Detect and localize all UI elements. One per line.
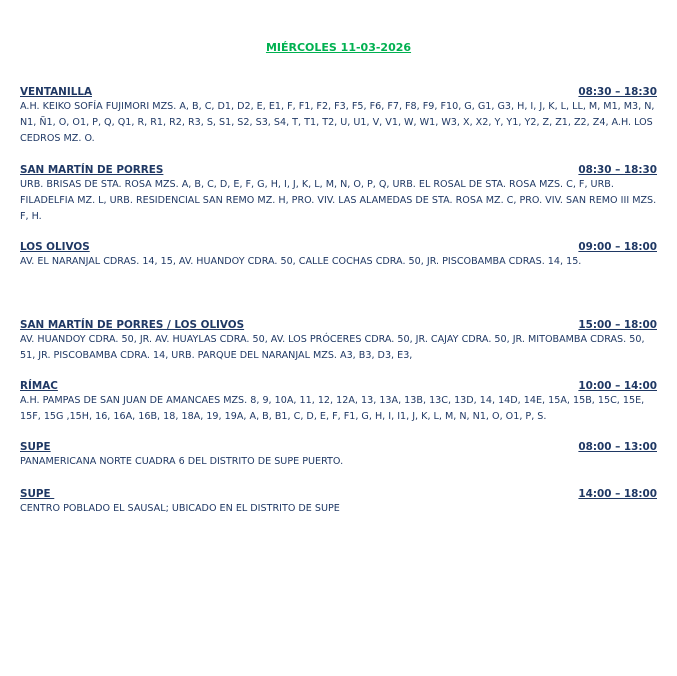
time-range: 14:00 – 18:00 <box>578 488 657 500</box>
section-description: A.H. PAMPAS DE SAN JUAN DE AMANCAES MZS. 8, 9, 10A, 11, 12, 12A, 13, 13A, 13B, 13C, 13D, 14, 14D, 14E, 15A, 15B, 15C, 15E, 15F, 15G ,15H, 16, 16A, 16B, 18, 18A, 19, 19A, A, B, B1, C, D, E, F, F1, G, H, I, I1, J, K, L, M, N, N1, O, O1, P, S. <box>20 395 645 422</box>
section-header <box>20 440 657 454</box>
district-name: LOS OLIVOS <box>20 241 90 253</box>
section-ventanilla <box>20 85 657 147</box>
section-description: PANAMERICANA NORTE CUADRA 6 DEL DISTRITO DE SUPE PUERTO. <box>20 456 344 467</box>
district-name: VENTANILLA <box>20 86 93 98</box>
time-range: 08:30 – 18:30 <box>578 164 657 176</box>
time-range: 15:00 – 18:00 <box>578 319 657 331</box>
section-header <box>20 379 657 393</box>
section-description: CENTRO POBLADO EL SAUSAL; UBICADO EN EL DISTRITO DE SUPE <box>20 503 340 514</box>
section-header <box>20 487 657 501</box>
time-range: 08:00 – 13:00 <box>578 441 657 453</box>
section-san-martin-de-porres <box>20 163 657 225</box>
section-rimac <box>20 379 657 425</box>
section-description: AV. EL NARANJAL CDRAS. 14, 15, AV. HUANDOY CDRA. 50, CALLE COCHAS CDRA. 50, JR. PISCOBAMBA CDRAS. 14, 15. <box>20 256 582 267</box>
section-header <box>20 163 657 177</box>
section-supe-afternoon <box>20 487 657 517</box>
time-range: 08:30 – 18:30 <box>578 86 657 98</box>
district-name: RÍMAC <box>20 380 58 392</box>
section-description: URB. BRISAS DE STA. ROSA MZS. A, B, C, D, E, F, G, H, I, J, K, L, M, N, O, P, Q, URB. EL ROSAL DE STA. ROSA MZS. C, F, URB. FILADELFIA MZ. L, URB. RESIDENCIAL SAN REMO MZ. H, PRO. VIV. LAS ALAMEDAS DE STA. ROSA MZ. C, PRO. VIV. SAN REMO III MZS. F, H. <box>20 179 657 222</box>
time-range: 10:00 – 14:00 <box>578 380 657 392</box>
section-supe-morning <box>20 440 657 470</box>
district-name: SAN MARTÍN DE PORRES / LOS OLIVOS <box>20 319 245 331</box>
section-description: AV. HUANDOY CDRA. 50, JR. AV. HUAYLAS CDRA. 50, AV. LOS PRÓCERES CDRA. 50, JR. CAJAY CDRA. 50, JR. MITOBAMBA CDRAS. 50, 51, JR. PISCOBAMBA CDRA. 14, URB. PARQUE DEL NARANJAL MZS. A3, B3, D3, E3, <box>20 334 645 361</box>
section-header <box>20 240 657 254</box>
page-date-title: MIÉRCOLES 11-03-2026 <box>265 41 412 54</box>
time-range: 09:00 – 18:00 <box>578 241 657 253</box>
district-name: SUPE <box>20 488 55 500</box>
section-smp-los-olivos <box>20 318 657 364</box>
section-description: A.H. KEIKO SOFÍA FUJIMORI MZS. A, B, C, D1, D2, E, E1, F, F1, F2, F3, F5, F6, F7, F8, F9, F10, G, G1, G3, H, I, J, K, L, LL, M, M1, M3, N, N1, Ñ1, O, O1, P, Q, Q1, R, R1, R2, R3, S, S1, S2, S3, S4, T, T1, T2, U, U1, V, V1, W, W1, W3, X, X2, Y, Y1, Y2, Z, Z1, Z2, Z4, A.H. LOS CEDROS MZ. O. <box>20 101 655 144</box>
section-header <box>20 318 657 332</box>
section-los-olivos <box>20 240 657 270</box>
district-name: SAN MARTÍN DE PORRES <box>20 164 164 176</box>
section-header <box>20 85 657 99</box>
district-name: SUPE <box>20 441 51 453</box>
